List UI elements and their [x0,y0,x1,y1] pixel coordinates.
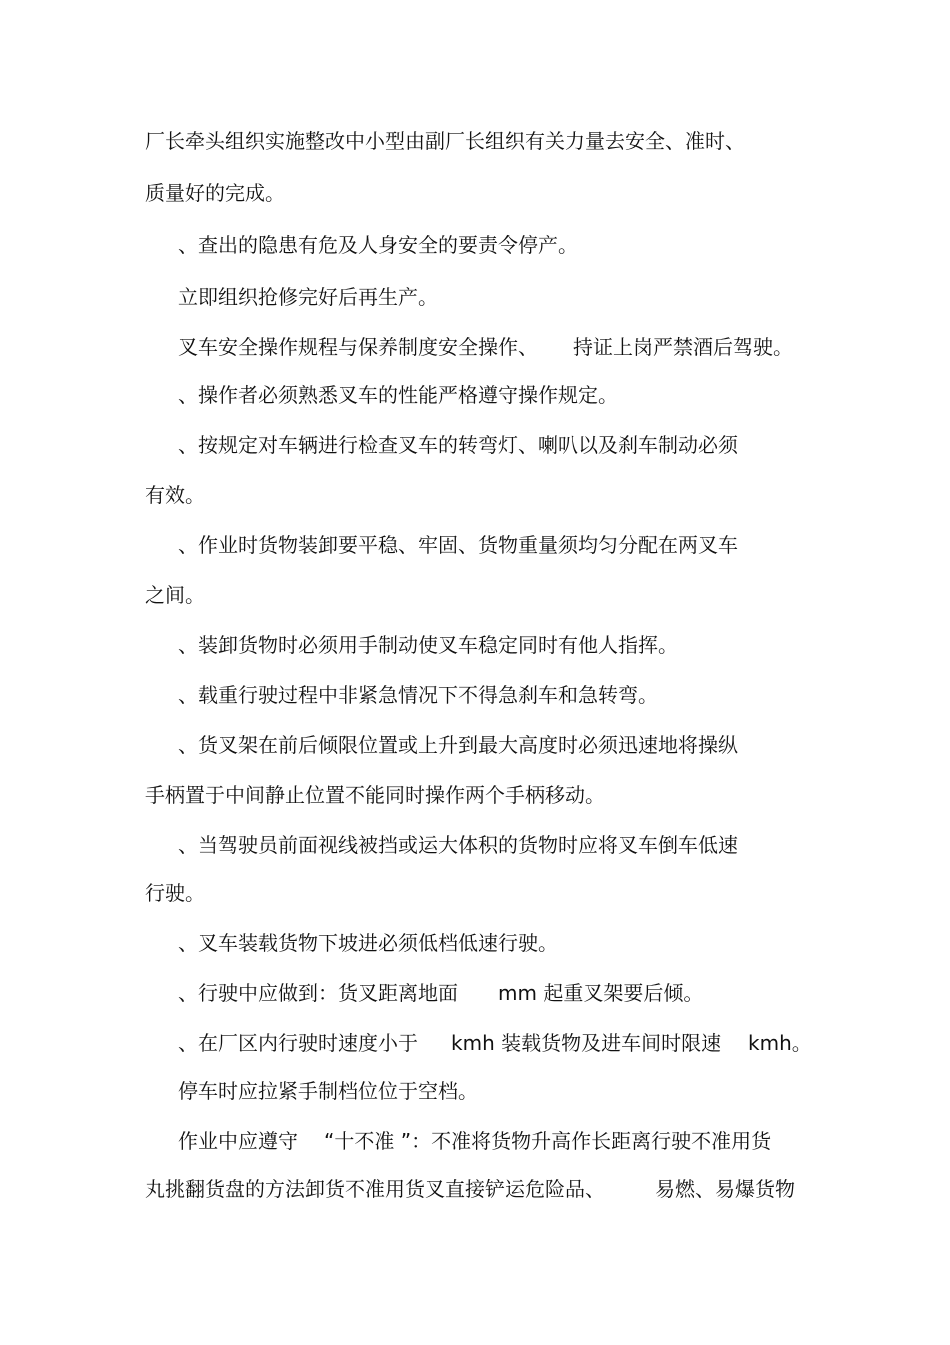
text-line: 质量好的完成。 [145,181,285,205]
text-line: 立即组织抢修完好后再生产。 [178,285,438,309]
text-line: 、当驾驶员前面视线被挡或运大体积的货物时应将叉车倒车低速 [178,833,738,857]
text-line: 、叉车装载货物下坡进必须低档低速行驶。 [178,931,558,955]
text-line: 停车时应拉紧手制档位位于空档。 [178,1079,478,1103]
text-line: 、作业时货物装卸要平稳、牢固、货物重量须均匀分配在两叉车 [178,533,738,557]
text-line: 手柄置于中间静止位置不能同时操作两个手柄移动。 [145,783,605,807]
text-line: 作业中应遵守 [178,1129,298,1153]
text-line: “十不准 ”：不准将货物升高作长距离行驶不准用货 [324,1129,772,1153]
text-line: 之间。 [145,583,205,607]
text-line: 、装卸货物时必须用手制动使叉车稳定同时有他人指挥。 [178,633,678,657]
text-line: 叉车安全操作规程与保养制度安全操作、 [178,335,538,359]
text-line: 行驶。 [145,881,205,905]
text-line: 、在厂区内行驶时速度小于 [178,1031,418,1055]
text-line: kmh 装载货物及进车间时限速 [451,1031,722,1055]
text-line: 有效。 [145,483,205,507]
text-line: 、行驶中应做到：货叉距离地面 [178,981,458,1005]
text-line: 丸挑翻货盘的方法卸货不准用货叉直接铲运危险品、 [145,1177,605,1201]
text-line: 、查出的隐患有危及人身安全的要责令停产。 [178,233,578,257]
text-line: 、按规定对车辆进行检查叉车的转弯灯、喇叭以及刹车制动必须 [178,433,738,457]
text-line: 持证上岗严禁酒后驾驶。 [573,335,793,359]
text-line: 、载重行驶过程中非紧急情况下不得急刹车和急转弯。 [178,683,658,707]
text-line: mm 起重叉架要后倾。 [498,981,704,1005]
text-line: 厂长牵头组织实施整改中小型由副厂长组织有关力量去安全、准时、 [145,129,745,153]
text-line: 易燃、易爆货物 [655,1177,795,1201]
text-line: 、货叉架在前后倾限位置或上升到最大高度时必须迅速地将操纵 [178,733,738,757]
text-line: kmh。 [748,1031,812,1055]
text-line: 、操作者必须熟悉叉车的性能严格遵守操作规定。 [178,383,618,407]
